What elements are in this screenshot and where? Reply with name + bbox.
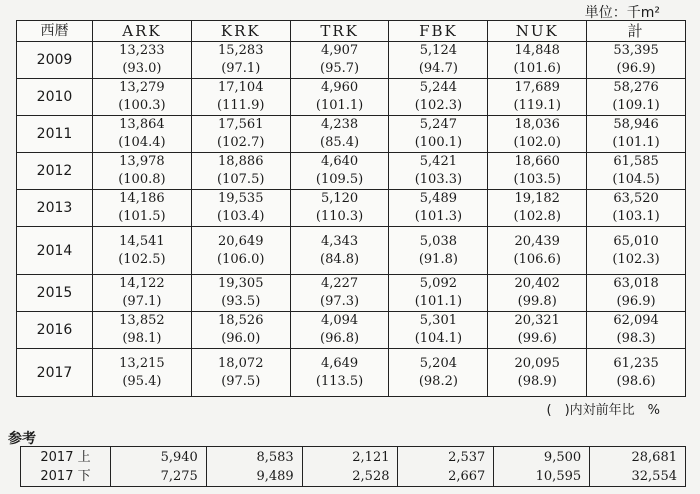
value-text: 58,946 bbox=[613, 117, 659, 132]
ratio-text: (103.1) bbox=[612, 209, 660, 224]
reference-value-cell: 9,489 bbox=[206, 467, 302, 487]
ratio-text: (84.8) bbox=[320, 251, 360, 267]
ratio-text: (102.5) bbox=[118, 251, 166, 267]
value-text: 18,526 bbox=[217, 313, 264, 328]
ratio-text: (102.0) bbox=[513, 135, 561, 150]
ratio-text: (98.6) bbox=[616, 373, 656, 389]
value-cell bbox=[389, 116, 488, 153]
table-row bbox=[17, 190, 686, 227]
reference-label: 参考 bbox=[8, 431, 36, 447]
value-cell bbox=[290, 42, 389, 79]
value-cell bbox=[488, 275, 587, 312]
ratio-text: (102.8) bbox=[513, 209, 561, 224]
year-cell: 2013 bbox=[17, 190, 93, 227]
value-cell bbox=[290, 227, 389, 275]
reference-table-body bbox=[21, 447, 686, 487]
ratio-text: (100.3) bbox=[118, 98, 166, 113]
value-text: 17,689 bbox=[514, 80, 560, 95]
value-cell bbox=[93, 79, 192, 116]
value-text: 13,864 bbox=[119, 117, 165, 132]
table-row bbox=[17, 275, 686, 312]
value-text: 17,561 bbox=[217, 117, 264, 132]
value-cell bbox=[488, 153, 587, 190]
reference-value-cell: 2,528 bbox=[302, 467, 398, 487]
value-cell bbox=[488, 190, 587, 227]
year-cell: 2010 bbox=[17, 79, 93, 116]
value-text: 4,640 bbox=[320, 154, 359, 169]
value-text: 18,660 bbox=[514, 154, 560, 169]
value-cell bbox=[587, 153, 686, 190]
ratio-note: ( )内対前年比 % bbox=[546, 403, 660, 418]
ratio-text: (102.3) bbox=[414, 98, 463, 113]
value-cell bbox=[290, 116, 389, 153]
value-cell bbox=[191, 116, 290, 153]
value-text: 18,036 bbox=[514, 117, 560, 132]
value-text: 4,238 bbox=[320, 117, 359, 132]
value-text: 62,094 bbox=[613, 313, 659, 328]
value-cell bbox=[488, 116, 587, 153]
table-row bbox=[17, 312, 686, 349]
value-cell bbox=[290, 312, 389, 349]
table-body bbox=[17, 42, 686, 397]
value-text: 61,585 bbox=[613, 154, 659, 169]
ratio-text: (101.1) bbox=[315, 98, 364, 113]
value-cell bbox=[191, 79, 290, 116]
value-text: 5,489 bbox=[419, 191, 457, 206]
value-text: 13,215 bbox=[119, 355, 165, 371]
reference-value-cell: 5,940 bbox=[111, 447, 207, 468]
column-header-trk: TRK bbox=[290, 21, 389, 42]
value-cell bbox=[191, 190, 290, 227]
year-cell: 2016 bbox=[17, 312, 93, 349]
value-text: 5,120 bbox=[320, 191, 359, 206]
value-text: 13,852 bbox=[119, 313, 165, 328]
ratio-text: (98.2) bbox=[418, 373, 458, 389]
ratio-text: (113.5) bbox=[315, 373, 364, 389]
value-cell bbox=[389, 275, 488, 312]
value-cell bbox=[587, 116, 686, 153]
ratio-text: (98.9) bbox=[517, 373, 557, 389]
year-column-header: 西暦 bbox=[17, 21, 93, 42]
ratio-text: (102.7) bbox=[217, 135, 265, 150]
year-cell: 2012 bbox=[17, 153, 93, 190]
ratio-text: (96.9) bbox=[616, 294, 656, 309]
reference-value-cell: 10,595 bbox=[494, 467, 590, 487]
value-text: 14,848 bbox=[514, 43, 560, 58]
value-text: 5,092 bbox=[419, 276, 457, 291]
reference-value-cell: 7,275 bbox=[111, 467, 207, 487]
value-cell bbox=[93, 116, 192, 153]
reference-row bbox=[21, 447, 686, 468]
reference-value-cell: 28,681 bbox=[590, 447, 686, 468]
value-text: 65,010 bbox=[613, 233, 659, 249]
table-row bbox=[17, 42, 686, 79]
ratio-text: (107.5) bbox=[217, 172, 265, 187]
ratio-text: (98.1) bbox=[122, 331, 162, 346]
ratio-text: (101.6) bbox=[513, 61, 561, 76]
ratio-text: (101.1) bbox=[414, 294, 463, 309]
value-cell bbox=[191, 42, 290, 79]
value-cell bbox=[587, 227, 686, 275]
value-cell bbox=[488, 79, 587, 116]
value-text: 63,018 bbox=[613, 276, 659, 291]
value-text: 14,541 bbox=[119, 233, 165, 249]
ratio-text: (110.3) bbox=[315, 209, 364, 224]
value-cell bbox=[389, 42, 488, 79]
reference-value-cell: 2,537 bbox=[398, 447, 494, 468]
value-cell bbox=[191, 312, 290, 349]
ratio-text: (101.5) bbox=[118, 209, 166, 224]
value-text: 20,649 bbox=[217, 233, 264, 249]
value-cell bbox=[587, 79, 686, 116]
ratio-text: (91.8) bbox=[418, 251, 458, 267]
value-text: 5,204 bbox=[419, 355, 457, 371]
value-cell bbox=[587, 190, 686, 227]
ratio-text: (85.4) bbox=[320, 135, 360, 150]
value-cell bbox=[389, 153, 488, 190]
ratio-text: (97.5) bbox=[221, 373, 261, 389]
value-cell bbox=[587, 275, 686, 312]
table-row bbox=[17, 116, 686, 153]
value-text: 19,535 bbox=[217, 191, 264, 206]
value-text: 4,094 bbox=[320, 313, 359, 328]
value-cell bbox=[191, 349, 290, 397]
year-cell: 2011 bbox=[17, 116, 93, 153]
ratio-text: (111.9) bbox=[217, 98, 265, 113]
value-cell bbox=[290, 349, 389, 397]
value-cell bbox=[290, 153, 389, 190]
ratio-text: (102.3) bbox=[612, 251, 660, 267]
ratio-text: (97.1) bbox=[221, 61, 261, 76]
value-text: 5,421 bbox=[419, 154, 457, 169]
value-text: 58,276 bbox=[613, 80, 659, 95]
table-row bbox=[17, 349, 686, 397]
value-text: 14,122 bbox=[119, 276, 165, 291]
value-text: 20,095 bbox=[514, 355, 560, 371]
ratio-text: (99.8) bbox=[517, 294, 557, 309]
table-row bbox=[17, 79, 686, 116]
reference-row bbox=[21, 467, 686, 487]
value-text: 63,520 bbox=[613, 191, 659, 206]
ratio-text: (103.4) bbox=[217, 209, 265, 224]
ratio-text: (96.8) bbox=[320, 331, 360, 346]
year-cell: 2014 bbox=[17, 227, 93, 275]
value-text: 4,227 bbox=[320, 276, 359, 291]
value-cell bbox=[587, 349, 686, 397]
ratio-text: (97.3) bbox=[320, 294, 360, 309]
ratio-text: (104.1) bbox=[414, 331, 463, 346]
value-cell bbox=[488, 312, 587, 349]
value-text: 17,104 bbox=[217, 80, 264, 95]
value-cell bbox=[389, 312, 488, 349]
ratio-text: (101.1) bbox=[612, 135, 660, 150]
value-cell bbox=[93, 312, 192, 349]
value-cell bbox=[389, 79, 488, 116]
ratio-text: (109.1) bbox=[612, 98, 660, 113]
column-header-fbk: FBK bbox=[389, 21, 488, 42]
period-cell: 2017 下 bbox=[40, 469, 91, 484]
ratio-text: (95.4) bbox=[122, 373, 162, 389]
ratio-text: (93.0) bbox=[122, 61, 162, 76]
statistics-table bbox=[16, 20, 686, 397]
value-cell bbox=[290, 79, 389, 116]
value-text: 5,301 bbox=[419, 313, 457, 328]
value-text: 20,321 bbox=[514, 313, 560, 328]
value-text: 4,649 bbox=[320, 355, 359, 371]
value-cell bbox=[191, 275, 290, 312]
value-cell bbox=[93, 275, 192, 312]
ratio-text: (101.3) bbox=[414, 209, 463, 224]
year-cell: 2015 bbox=[17, 275, 93, 312]
value-text: 53,395 bbox=[613, 43, 659, 58]
value-text: 14,186 bbox=[119, 191, 165, 206]
value-cell bbox=[389, 349, 488, 397]
value-text: 5,247 bbox=[419, 117, 457, 132]
ratio-text: (97.1) bbox=[122, 294, 162, 309]
ratio-text: (100.1) bbox=[414, 135, 463, 150]
value-text: 13,279 bbox=[119, 80, 165, 95]
value-text: 5,124 bbox=[419, 43, 457, 58]
value-cell bbox=[587, 312, 686, 349]
unit-label: 単位：千m² bbox=[584, 5, 660, 21]
value-cell bbox=[389, 190, 488, 227]
reference-table bbox=[20, 446, 686, 487]
value-cell bbox=[93, 42, 192, 79]
ratio-text: (98.3) bbox=[616, 331, 656, 346]
ratio-text: (109.5) bbox=[315, 172, 364, 187]
ratio-text: (94.7) bbox=[418, 61, 458, 76]
value-text: 20,402 bbox=[514, 276, 560, 291]
value-text: 13,233 bbox=[119, 43, 165, 58]
value-text: 19,305 bbox=[217, 276, 264, 291]
value-text: 18,072 bbox=[217, 355, 264, 371]
value-cell bbox=[290, 190, 389, 227]
column-header-krk: KRK bbox=[191, 21, 290, 42]
column-header-ark: ARK bbox=[93, 21, 192, 42]
value-text: 61,235 bbox=[613, 355, 659, 371]
column-header-total: 計 bbox=[587, 21, 686, 42]
value-cell bbox=[93, 190, 192, 227]
value-cell bbox=[191, 153, 290, 190]
ratio-text: (93.5) bbox=[221, 294, 261, 309]
value-cell bbox=[488, 42, 587, 79]
value-text: 4,907 bbox=[320, 43, 359, 58]
table-row bbox=[17, 153, 686, 190]
value-text: 4,960 bbox=[320, 80, 359, 95]
value-cell bbox=[93, 153, 192, 190]
ratio-text: (106.6) bbox=[513, 251, 561, 267]
ratio-text: (95.7) bbox=[320, 61, 360, 76]
year-cell: 2017 bbox=[17, 349, 93, 397]
ratio-text: (104.4) bbox=[118, 135, 166, 150]
table-row bbox=[17, 227, 686, 275]
value-text: 5,038 bbox=[419, 233, 457, 249]
reference-value-cell: 2,667 bbox=[398, 467, 494, 487]
ratio-text: (103.3) bbox=[414, 172, 463, 187]
value-cell bbox=[93, 227, 192, 275]
value-text: 18,886 bbox=[217, 154, 264, 169]
value-text: 15,283 bbox=[217, 43, 264, 58]
value-cell bbox=[93, 349, 192, 397]
value-text: 4,343 bbox=[320, 233, 359, 249]
ratio-text: (106.0) bbox=[217, 251, 265, 267]
reference-value-cell: 8,583 bbox=[206, 447, 302, 468]
ratio-text: (104.5) bbox=[612, 172, 660, 187]
value-cell bbox=[587, 42, 686, 79]
column-header-nuk: NUK bbox=[488, 21, 587, 42]
value-cell bbox=[389, 227, 488, 275]
ratio-text: (99.6) bbox=[517, 331, 557, 346]
ratio-text: (100.8) bbox=[118, 172, 166, 187]
year-cell: 2009 bbox=[17, 42, 93, 79]
reference-value-cell: 2,121 bbox=[302, 447, 398, 468]
value-text: 19,182 bbox=[514, 191, 560, 206]
ratio-text: (96.9) bbox=[616, 61, 656, 76]
ratio-text: (119.1) bbox=[513, 98, 561, 113]
value-text: 20,439 bbox=[514, 233, 560, 249]
ratio-text: (103.5) bbox=[513, 172, 561, 187]
ratio-text: (96.0) bbox=[221, 331, 261, 346]
value-cell bbox=[191, 227, 290, 275]
value-cell bbox=[488, 227, 587, 275]
value-text: 13,978 bbox=[119, 154, 165, 169]
reference-value-cell: 32,554 bbox=[590, 467, 686, 487]
value-cell bbox=[290, 275, 389, 312]
period-cell: 2017 上 bbox=[40, 450, 91, 465]
reference-value-cell: 9,500 bbox=[494, 447, 590, 468]
value-cell bbox=[488, 349, 587, 397]
value-text: 5,244 bbox=[419, 80, 457, 95]
table-header-row bbox=[17, 21, 686, 42]
